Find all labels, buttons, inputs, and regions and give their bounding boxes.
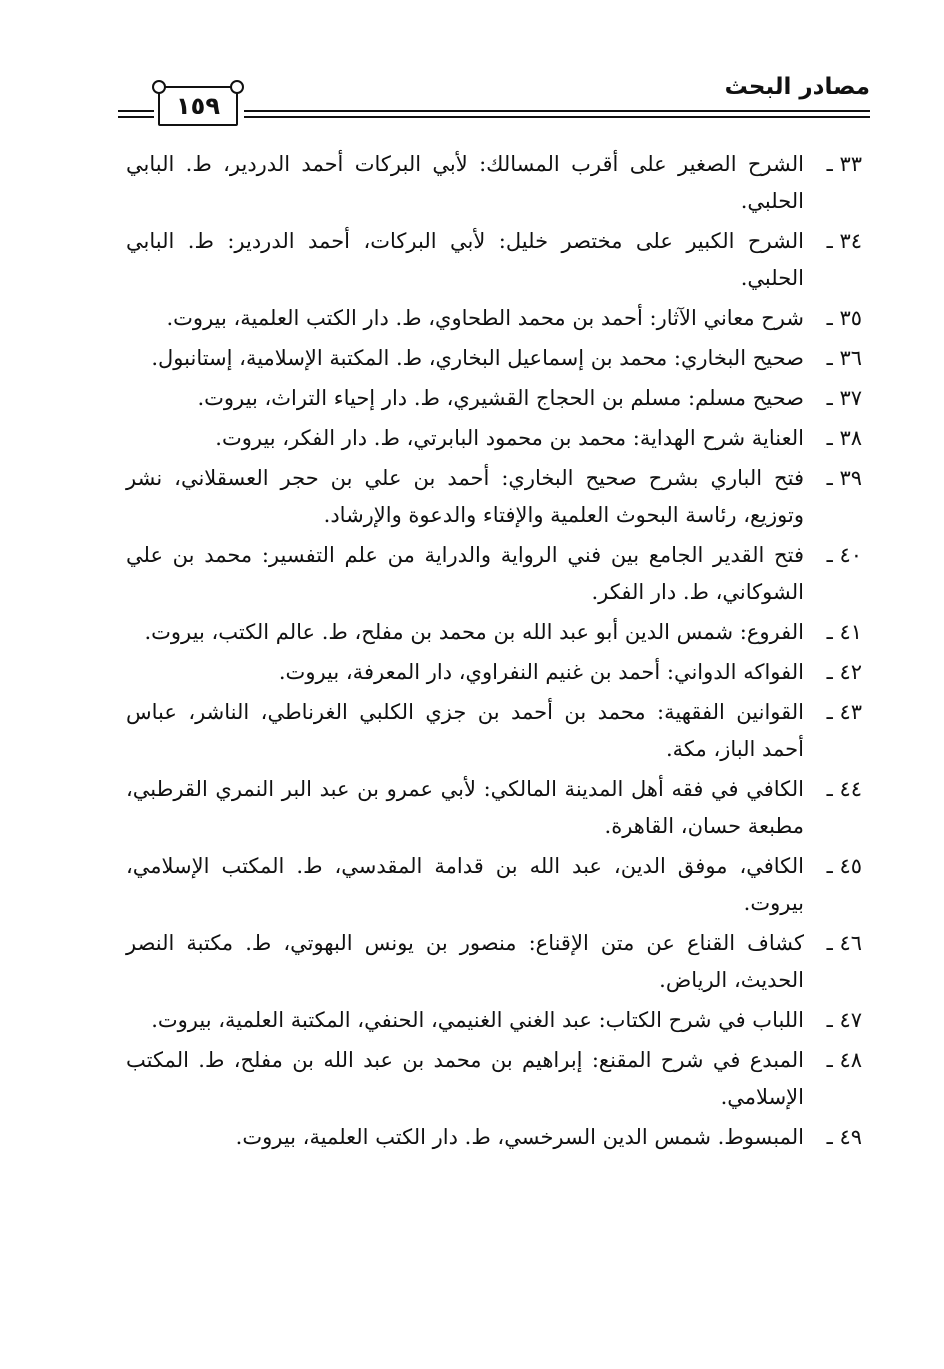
entry-number: ٤٢ ـ [826,660,862,684]
bibliography-entry [126,614,862,651]
entry-text: صحيح مسلم: مسلم بن الحجاج القشيري، ط. دار إحياء التراث، بيروت. [197,386,804,410]
bibliography-entry [126,460,862,534]
bibliography-entry [126,1042,862,1116]
entry-text: الفروع: شمس الدين أبو عبد الله بن محمد بن مفلح، ط. عالم الكتب، بيروت. [144,620,804,644]
entry-number: ٣٤ ـ [826,229,862,253]
entry-text: الشرح الكبير على مختصر خليل: لأبي البركات، أحمد الدردير: ط. البابي الحلبي. [126,229,804,290]
entry-text: الكافي، موفق الدين، عبد الله بن قدامة المقدسي، ط. المكتب الإسلامي، بيروت. [126,854,804,915]
bibliography-entry [126,1119,862,1156]
bibliography-entry [126,1002,862,1039]
entry-number: ٣٣ ـ [826,152,862,176]
entry-text: الفواكه الدواني: أحمد بن غنيم النفراوي، دار المعرفة، بيروت. [278,660,804,684]
entry-number: ٣٩ ـ [826,466,862,490]
bibliography-list [126,146,862,1159]
page-number-ornament-frame [158,86,238,126]
entry-text: فتح القدير الجامع بين فني الرواية والدراية من علم التفسير: محمد بن علي الشوكاني، ط. دار الفكر. [126,543,804,604]
entry-text: العناية شرح الهداية: محمد بن محمود البابرتي، ط. دار الفكر، بيروت. [215,426,804,450]
entry-number: ٤٠ ـ [826,543,862,567]
entry-number: ٣٧ ـ [826,386,862,410]
entry-number: ٣٨ ـ [826,426,862,450]
bibliography-entry [126,146,862,220]
entry-number: ٤٨ ـ [826,1048,862,1072]
entry-text: المبسوط. شمس الدين السرخسي، ط. دار الكتب العلمية، بيروت. [235,1125,804,1149]
entry-text: فتح الباري بشرح صحيح البخاري: أحمد بن علي بن حجر العسقلاني، نشر وتوزيع، رئاسة البحوث العلمية والإفتاء والدعوة والإرشاد. [126,466,804,527]
entry-number: ٤٣ ـ [826,700,862,724]
header-rule-right [244,110,870,118]
entry-text: اللباب في شرح الكتاب: عبد الغني الغنيمي، الحنفي، المكتبة العلمية، بيروت. [151,1008,804,1032]
bibliography-entry [126,694,862,768]
entry-text: القوانين الفقهية: محمد بن أحمد بن جزي الكلبي الغرناطي، الناشر، عباس أحمد الباز، مكة. [126,700,804,761]
entry-text: كشاف القناع عن متن الإقناع: منصور بن يونس البهوتي، ط. مكتبة النصر الحديث، الرياض. [126,931,804,992]
bibliography-entry [126,380,862,417]
bibliography-entry [126,925,862,999]
entry-number: ٤٩ ـ [826,1125,862,1149]
bibliography-entry [126,537,862,611]
entry-text: الشرح الصغير على أقرب المسالك: لأبي البركات أحمد الدردير، ط. البابي الحلبي. [126,152,804,213]
bibliography-entry [126,848,862,922]
entry-number: ٤١ ـ [826,620,862,644]
running-title: مصادر البحث [724,74,870,100]
bibliography-entry [126,771,862,845]
entry-text: صحيح البخاري: محمد بن إسماعيل البخاري، ط. المكتبة الإسلامية، إستانبول. [151,346,804,370]
entry-number: ٤٤ ـ [826,777,862,801]
entry-text: المبدع في شرح المقنع: إبراهيم بن محمد بن عبد الله بن مفلح، ط. المكتب الإسلامي. [126,1048,804,1109]
header-rule-left [118,110,154,118]
entry-number: ٣٦ ـ [826,346,862,370]
entry-number: ٤٧ ـ [826,1008,862,1032]
page-number: ١٥٩ [176,92,220,120]
entry-text: شرح معاني الآثار: أحمد بن محمد الطحاوي، ط. دار الكتب العلمية، بيروت. [166,306,804,330]
entry-text: الكافي في فقه أهل المدينة المالكي: لأبي عمرو بن عبد البر النمري القرطبي، مطبعة حسان، القاهرة. [126,777,804,838]
bibliography-entry [126,300,862,337]
entry-number: ٣٥ ـ [826,306,862,330]
bibliography-entry [126,223,862,297]
entry-number: ٤٥ ـ [826,854,862,878]
bibliography-entry [126,420,862,457]
bibliography-entry [126,340,862,377]
entry-number: ٤٦ ـ [826,931,862,955]
page-header [118,72,870,132]
bibliography-entry [126,654,862,691]
